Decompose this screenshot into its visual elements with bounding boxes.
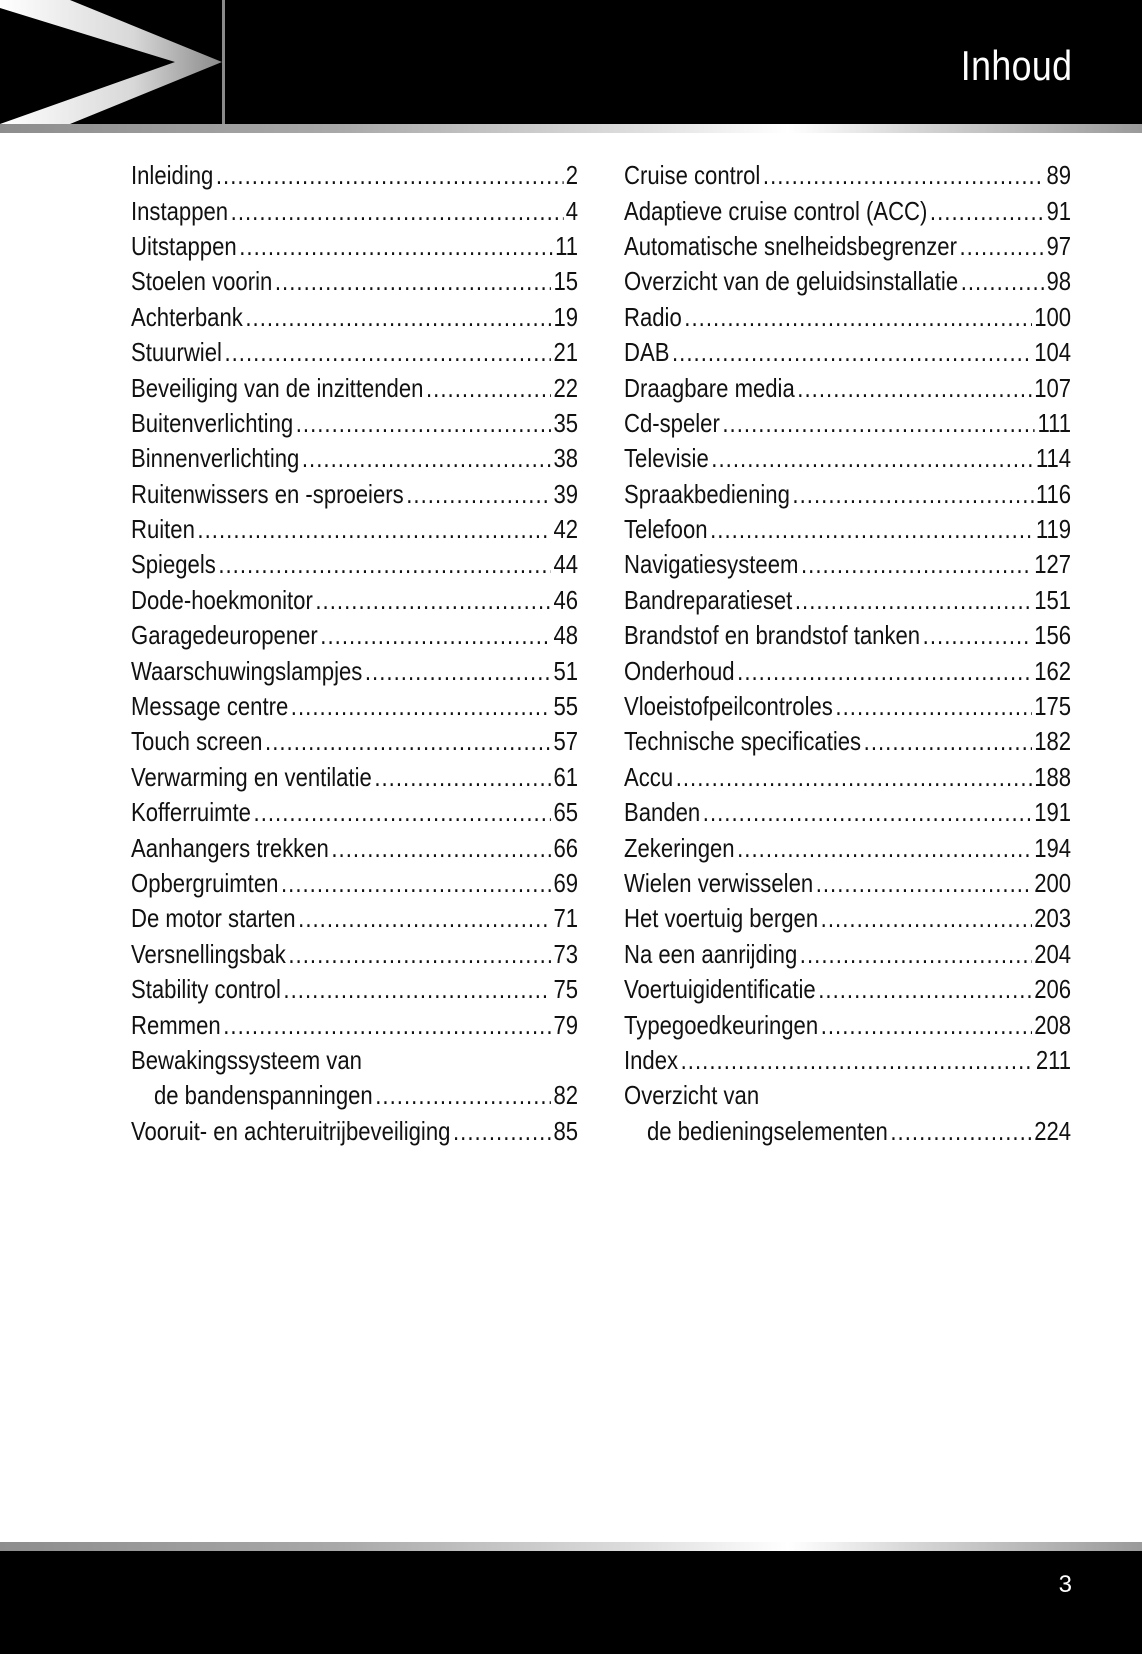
toc-entry-label: Buitenverlichting <box>131 407 294 438</box>
toc-entry[interactable] <box>624 1078 1071 1113</box>
toc-entry-page: 61 <box>553 761 579 792</box>
toc-entry[interactable] <box>624 830 1071 865</box>
dot-leader <box>406 479 551 510</box>
dot-leader <box>821 903 1032 934</box>
toc-entry[interactable] <box>624 370 1071 405</box>
toc-entry-page: 203 <box>1034 903 1072 934</box>
toc-entry-page: 2 <box>565 160 579 191</box>
dot-leader <box>254 797 551 828</box>
toc-entry-page: 194 <box>1034 832 1072 863</box>
toc-entry[interactable] <box>624 193 1071 228</box>
toc-entry-label: Dode-hoekmonitor <box>131 584 313 615</box>
toc-entry[interactable] <box>131 512 578 547</box>
toc-entry-page: 188 <box>1034 761 1072 792</box>
toc-entry-label: Zekeringen <box>624 832 735 863</box>
toc-entry-label: DAB <box>624 337 670 368</box>
toc-entry-label: Message centre <box>131 691 289 722</box>
dot-leader <box>672 337 1032 368</box>
toc-entry-page: 38 <box>553 443 579 474</box>
toc-entry-page: 35 <box>553 407 579 438</box>
toc-entry-page: 211 <box>1035 1044 1072 1075</box>
toc-entry[interactable] <box>131 901 578 936</box>
toc-entry-label: Vloeistofpeilcontroles <box>624 691 833 722</box>
toc-entry[interactable] <box>131 441 578 476</box>
dot-leader <box>315 585 551 616</box>
toc-entry-label: Automatische snelheidsbegrenzer <box>624 230 957 261</box>
dot-leader <box>959 231 1043 262</box>
dot-leader <box>288 939 551 970</box>
toc-entry-page: 127 <box>1034 549 1072 580</box>
toc-entry-label: Adaptieve cruise control (ACC) <box>624 195 928 226</box>
toc-entry-label-continuation: de bandenspanningen <box>153 1080 373 1111</box>
toc-entry-label: Televisie <box>624 443 709 474</box>
toc-entry-label: Overzicht van de geluidsinstallatie <box>624 266 959 297</box>
dot-leader <box>281 868 551 899</box>
toc-entry[interactable] <box>131 370 578 405</box>
toc-entry-page: 200 <box>1034 868 1072 898</box>
dot-leader <box>239 231 552 262</box>
dot-leader <box>792 479 1033 510</box>
toc-entry-page: 22 <box>553 372 579 403</box>
dot-leader <box>375 1080 551 1111</box>
toc-entry-page: 15 <box>553 266 579 297</box>
toc-entry-label: Spiegels <box>131 549 216 580</box>
toc-entry[interactable] <box>624 653 1071 688</box>
toc-entry[interactable] <box>131 866 578 901</box>
dot-leader <box>283 974 551 1005</box>
toc-entry[interactable] <box>624 1007 1071 1042</box>
toc-entry-page: 66 <box>553 832 579 863</box>
toc-entry-label: Inleiding <box>131 160 214 191</box>
dot-leader <box>722 408 1035 439</box>
toc-entry-page: 208 <box>1034 1009 1072 1040</box>
toc-entry-label: Onderhoud <box>624 655 735 686</box>
dot-leader <box>223 1010 551 1041</box>
toc-entry-page: 182 <box>1034 726 1072 757</box>
toc-entry-label: Draagbare media <box>624 372 795 403</box>
toc-entry-label: Bewakingssysteem van <box>131 1044 362 1075</box>
toc-entry[interactable] <box>131 618 578 653</box>
dot-leader <box>864 726 1032 757</box>
dot-leader <box>320 620 551 651</box>
toc-entry-label: Verwarming en ventilatie <box>131 761 372 792</box>
toc-entry[interactable] <box>624 1043 1071 1078</box>
toc-entry-page: 151 <box>1034 584 1072 615</box>
toc-entry-page: 156 <box>1034 620 1072 651</box>
dot-leader <box>890 1116 1031 1147</box>
toc-entry-label: Stoelen voorin <box>131 266 273 297</box>
toc-entry-continuation[interactable] <box>131 1078 578 1113</box>
dot-leader <box>216 160 563 191</box>
toc-entry[interactable] <box>624 441 1071 476</box>
toc-entry[interactable] <box>131 937 578 972</box>
toc-entry-page: 79 <box>553 1009 579 1040</box>
toc-entry[interactable] <box>131 583 578 618</box>
toc-entry[interactable] <box>624 229 1071 264</box>
toc-entry[interactable] <box>624 512 1071 547</box>
toc-entry-label: Vooruit- en achteruitrijbeveiliging <box>131 1115 451 1146</box>
dot-leader <box>930 196 1044 227</box>
dot-leader <box>795 585 1032 616</box>
toc-entry-label: Opbergruimten <box>131 868 279 898</box>
toc-entry[interactable] <box>131 193 578 228</box>
toc-entry-page: 204 <box>1034 938 1072 969</box>
toc-entry[interactable] <box>624 795 1071 830</box>
dot-leader <box>365 656 551 687</box>
dot-leader <box>703 797 1032 828</box>
dot-leader <box>374 762 551 793</box>
toc-entry-label: Beveiliging van de inzittenden <box>131 372 424 403</box>
toc-entry-page: 162 <box>1034 655 1072 686</box>
toc-entry-label: Bandreparatieset <box>624 584 793 615</box>
toc-entry[interactable] <box>131 158 578 193</box>
toc-entry[interactable] <box>624 406 1071 441</box>
toc-entry-label: Instappen <box>131 195 229 226</box>
toc-entry[interactable] <box>131 689 578 724</box>
toc-entry-label: Accu <box>624 761 674 792</box>
dot-leader <box>816 868 1032 899</box>
toc-entry-label: Het voertuig bergen <box>624 903 819 934</box>
toc-entry[interactable] <box>624 158 1071 193</box>
toc-left-column <box>131 158 578 1149</box>
toc-entry-label: Cruise control <box>624 160 761 191</box>
toc-entry-label: Waarschuwingslampjes <box>131 655 363 686</box>
toc-entry-page: 119 <box>1035 514 1072 545</box>
toc-entry[interactable] <box>131 547 578 582</box>
toc-entry-page: 175 <box>1034 691 1072 722</box>
dot-leader <box>821 1010 1032 1041</box>
toc-entry[interactable] <box>624 866 1071 901</box>
header-divider <box>0 124 1142 133</box>
toc-entry[interactable] <box>624 724 1071 759</box>
toc-entry[interactable] <box>624 477 1071 512</box>
toc-entry-label-continuation: de bedieningselementen <box>646 1115 888 1146</box>
toc-entry[interactable] <box>624 335 1071 370</box>
toc-entry-label: Ruiten <box>131 514 195 545</box>
toc-entry-label: Kofferruimte <box>131 797 251 828</box>
toc-entry-page: 191 <box>1034 797 1072 828</box>
dot-leader <box>291 691 551 722</box>
toc-entry[interactable] <box>624 300 1071 335</box>
toc-entry[interactable] <box>624 901 1071 936</box>
dot-leader <box>737 833 1032 864</box>
toc-entry-page: 44 <box>553 549 579 580</box>
toc-entry[interactable] <box>131 264 578 299</box>
toc-entry[interactable] <box>624 760 1071 795</box>
toc-entry-label: Aanhangers trekken <box>131 832 329 863</box>
toc-entry[interactable] <box>624 264 1071 299</box>
toc-entry-label: Touch screen <box>131 726 263 757</box>
toc-entry-label: Typegoedkeuringen <box>624 1009 819 1040</box>
dot-leader <box>302 443 551 474</box>
dot-leader <box>245 302 551 333</box>
dot-leader <box>224 337 551 368</box>
toc-entry-label: Index <box>624 1044 679 1075</box>
dot-leader <box>197 514 551 545</box>
toc-entry-page: 42 <box>553 514 579 545</box>
toc-entry-page: 57 <box>553 726 579 757</box>
dot-leader <box>801 549 1032 580</box>
dot-leader <box>681 1045 1034 1076</box>
toc-entry-label: Telefoon <box>624 514 708 545</box>
dot-leader <box>800 939 1032 970</box>
footer-divider <box>0 1542 1142 1551</box>
toc-entry-label: Cd-speler <box>624 407 720 438</box>
toc-entry-page: 55 <box>553 691 579 722</box>
toc-entry[interactable] <box>131 1043 578 1078</box>
toc-entry-page: 51 <box>553 655 579 686</box>
toc-entry-label: Spraakbediening <box>624 478 790 509</box>
toc-entry-label: Voertuigidentificatie <box>624 974 816 1005</box>
toc-entry-page: 69 <box>553 868 579 898</box>
toc-entry-page: 97 <box>1046 230 1072 261</box>
dot-leader <box>265 726 551 757</box>
toc-entry-page: 100 <box>1034 301 1072 332</box>
toc-entry-page: 48 <box>553 620 579 651</box>
toc-entry-label: Na een aanrijding <box>624 938 798 969</box>
toc-entry-page: 11 <box>555 230 579 261</box>
toc-entry[interactable] <box>131 229 578 264</box>
toc-entry-page: 82 <box>553 1080 579 1111</box>
toc-entry-label: Radio <box>624 301 682 332</box>
toc-entry-page: 71 <box>553 903 579 934</box>
toc-entry-label: Technische specificaties <box>624 726 862 757</box>
toc-entry-page: 114 <box>1035 443 1072 474</box>
page-header <box>0 0 1142 124</box>
dot-leader <box>218 549 551 580</box>
toc-entry-page: 65 <box>553 797 579 828</box>
dot-leader <box>711 443 1033 474</box>
toc-entry-page: 111 <box>1037 407 1072 438</box>
toc-entry[interactable] <box>624 937 1071 972</box>
toc-entry-page: 91 <box>1046 195 1072 226</box>
toc-entry-label: Uitstappen <box>131 230 237 261</box>
toc-entry-page: 89 <box>1046 160 1072 191</box>
dot-leader <box>298 903 551 934</box>
toc-entry-page: 206 <box>1034 974 1072 1005</box>
dot-leader <box>684 302 1031 333</box>
toc-entry[interactable] <box>624 689 1071 724</box>
dot-leader <box>923 620 1032 651</box>
dot-leader <box>797 373 1031 404</box>
dot-leader <box>453 1116 551 1147</box>
toc-entry-page: 224 <box>1034 1115 1072 1146</box>
chevron-logo-icon <box>0 0 240 124</box>
dot-leader <box>835 691 1031 722</box>
toc-entry[interactable] <box>131 760 578 795</box>
toc-entry[interactable] <box>624 618 1071 653</box>
toc-right-column <box>624 158 1071 1149</box>
toc-entry-page: 98 <box>1046 266 1072 297</box>
toc-entry-label: Overzicht van <box>624 1080 760 1111</box>
toc-entry-page: 4 <box>565 195 579 226</box>
page-title: Inhoud <box>960 42 1072 89</box>
toc-entry-label: Stuurwiel <box>131 337 222 368</box>
toc-entry[interactable] <box>131 300 578 335</box>
toc-entry-label: Versnellingsbak <box>131 938 286 969</box>
toc-entry-continuation[interactable] <box>624 1114 1071 1149</box>
toc-entry-page: 39 <box>553 478 579 509</box>
toc-entry-label: Brandstof en brandstof tanken <box>624 620 921 651</box>
toc-entry-page: 75 <box>553 974 579 1005</box>
toc-entry[interactable] <box>131 653 578 688</box>
dot-leader <box>426 373 551 404</box>
toc-entry-page: 46 <box>553 584 579 615</box>
dot-leader <box>737 656 1032 687</box>
toc-entry-page: 116 <box>1035 478 1072 509</box>
toc-entry-label: Stability control <box>131 974 281 1005</box>
toc-entry[interactable] <box>131 1114 578 1149</box>
toc-entry[interactable] <box>131 335 578 370</box>
dot-leader <box>710 514 1033 545</box>
dot-leader <box>676 762 1032 793</box>
dot-leader <box>331 833 551 864</box>
toc-entry[interactable] <box>624 972 1071 1007</box>
toc-entry-label: Navigatiesysteem <box>624 549 799 580</box>
toc-entry-page: 107 <box>1034 372 1072 403</box>
toc-entry-page: 85 <box>553 1115 579 1146</box>
toc-entry[interactable] <box>131 830 578 865</box>
dot-leader <box>296 408 551 439</box>
dot-leader <box>763 160 1044 191</box>
toc-entry[interactable] <box>624 583 1071 618</box>
toc-entry[interactable] <box>131 1007 578 1042</box>
dot-leader <box>275 266 551 297</box>
dot-leader <box>818 974 1031 1005</box>
toc-entry-page: 73 <box>553 938 579 969</box>
page-number: 3 <box>1058 1571 1072 1598</box>
toc-entry-label: Ruitenwissers en -sproeiers <box>131 478 404 509</box>
dot-leader <box>231 196 564 227</box>
toc-entry[interactable] <box>131 795 578 830</box>
toc-entry[interactable] <box>131 724 578 759</box>
toc-entry-label: Garagedeuropener <box>131 620 318 651</box>
toc-entry-page: 104 <box>1034 337 1072 368</box>
toc-entry-label: Achterbank <box>131 301 243 332</box>
toc-entry-page: 21 <box>553 337 579 368</box>
toc-entry-page: 19 <box>553 301 579 332</box>
toc-entry[interactable] <box>131 477 578 512</box>
toc-entry-label: Banden <box>624 797 701 828</box>
toc-entry-label: Remmen <box>131 1009 221 1040</box>
toc-entry-label: Wielen verwisselen <box>624 868 814 898</box>
toc-entry[interactable] <box>131 972 578 1007</box>
toc-entry-label: De motor starten <box>131 903 296 934</box>
dot-leader <box>961 266 1044 297</box>
toc-entry[interactable] <box>624 547 1071 582</box>
toc-entry-label: Binnenverlichting <box>131 443 300 474</box>
page-footer <box>0 1551 1142 1654</box>
toc-entry[interactable] <box>131 406 578 441</box>
